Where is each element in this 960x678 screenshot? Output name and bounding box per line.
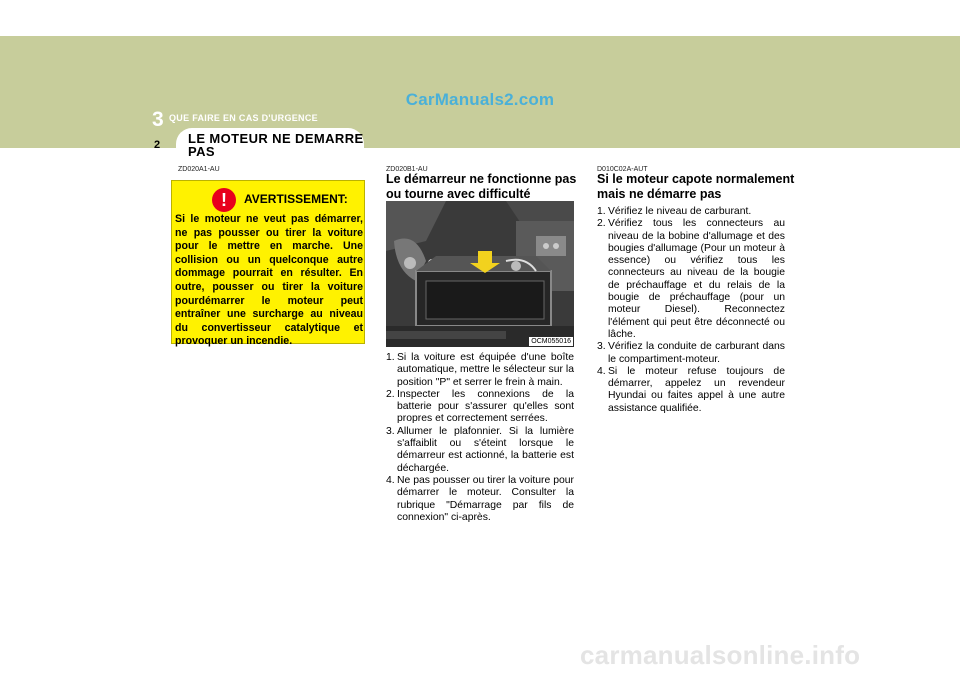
step-text: Si le moteur refuse toujours de démarrer, appelez un revendeur Hyundai ou faites appel à une autre assistance qualifiée. bbox=[608, 365, 785, 414]
chapter-number: 3 bbox=[152, 108, 164, 131]
step-text: Si la voiture est équipée d'une boîte automatique, mettre le sélecteur sur la position "P" et serrer le frein à main. bbox=[397, 352, 574, 388]
section-title-line1: LE MOTEUR NE DEMARRE bbox=[188, 131, 364, 146]
warning-title: AVERTISSEMENT: bbox=[244, 192, 348, 206]
engine-battery-illustration bbox=[386, 201, 574, 347]
col3-code: D010C02A-AUT bbox=[597, 166, 648, 173]
photo-caption: OCM055016 bbox=[531, 338, 571, 345]
site-watermark-link[interactable]: CarManuals2.com bbox=[405, 90, 555, 109]
list-item bbox=[386, 352, 574, 389]
step-text: Inspecter les connexions de la batterie pour s'assurer qu'elles sont propres et correctement serrées. bbox=[397, 388, 574, 425]
chapter-title: QUE FAIRE EN CAS D'URGENCE bbox=[169, 113, 318, 123]
step-number: 1. bbox=[386, 352, 395, 363]
col2-heading bbox=[386, 172, 576, 202]
footer-watermark: carmanualsonline.info bbox=[580, 640, 861, 670]
warning-icon: ! bbox=[212, 188, 236, 212]
step-number: 2. bbox=[386, 388, 395, 400]
col1-code: ZD020A1-AU bbox=[178, 166, 220, 173]
col2-heading-line2: ou tourne avec difficulté bbox=[386, 187, 531, 201]
step-text: Vérifiez le niveau de carburant. bbox=[608, 206, 752, 217]
top-margin bbox=[0, 0, 960, 36]
list-item bbox=[386, 389, 574, 426]
page-number: 2 bbox=[154, 139, 161, 151]
col3-heading-line1: Si le moteur capote normalement bbox=[597, 172, 795, 186]
section-title-line2: PAS bbox=[188, 144, 215, 159]
list-item bbox=[597, 218, 785, 341]
list-item bbox=[386, 475, 574, 524]
list-item bbox=[597, 206, 785, 218]
step-text: Ne pas pousser ou tirer la voiture pour démarrer le moteur. Consulter la rubrique "Démarrage par fils de connexion" ci-après. bbox=[397, 474, 574, 523]
step-number: 4. bbox=[386, 474, 395, 486]
step-number: 3. bbox=[597, 341, 606, 353]
col3-steps bbox=[597, 206, 785, 415]
list-item bbox=[386, 426, 574, 475]
col3-heading bbox=[597, 172, 794, 202]
section-tab bbox=[176, 128, 364, 160]
engine-battery-photo bbox=[386, 201, 574, 347]
list-item bbox=[597, 366, 785, 415]
warning-text: Si le moteur ne veut pas démarrer, ne pas pousser ou tirer la voiture pour le mettre en marche. Une collision ou un quelconque autre dommage pourrait en résulter. En outre, pousser ou tirer la voiture pourdémarrer le moteur peut entraîner une surcharge au niveau du convertisseur catalytique et provoquer un incendie. bbox=[175, 213, 363, 348]
step-number: 1. bbox=[597, 206, 606, 217]
step-text: Vérifiez tous les connecteurs au niveau de la bobine d'allumage et des bougies d'allumage (Pour un moteur à essence) ou vérifiez tous les connecteurs au niveau de la bougie de préchauffage et du relais de la bougie de préchauffage (pour un moteur Diesel). Reconnectez l'élément qui peut être déconnecté ou lâche. bbox=[608, 218, 785, 340]
col2-steps bbox=[386, 352, 574, 524]
col2-code: ZD020B1-AU bbox=[386, 166, 428, 173]
step-number: 2. bbox=[597, 218, 606, 230]
step-text: Allumer le plafonnier. Si la lumière s'affaiblit ou s'éteint lorsque le démarreur est actionné, la batterie est déchargée. bbox=[397, 425, 574, 474]
step-text: Vérifiez la conduite de carburant dans le compartiment-moteur. bbox=[608, 341, 785, 365]
col2-heading-line1: Le démarreur ne fonctionne pas bbox=[386, 172, 577, 186]
step-number: 3. bbox=[386, 425, 395, 437]
list-item bbox=[597, 341, 785, 366]
step-number: 4. bbox=[597, 365, 606, 377]
warning-box bbox=[171, 180, 365, 348]
col3-heading-line2: mais ne démarre pas bbox=[597, 187, 722, 201]
